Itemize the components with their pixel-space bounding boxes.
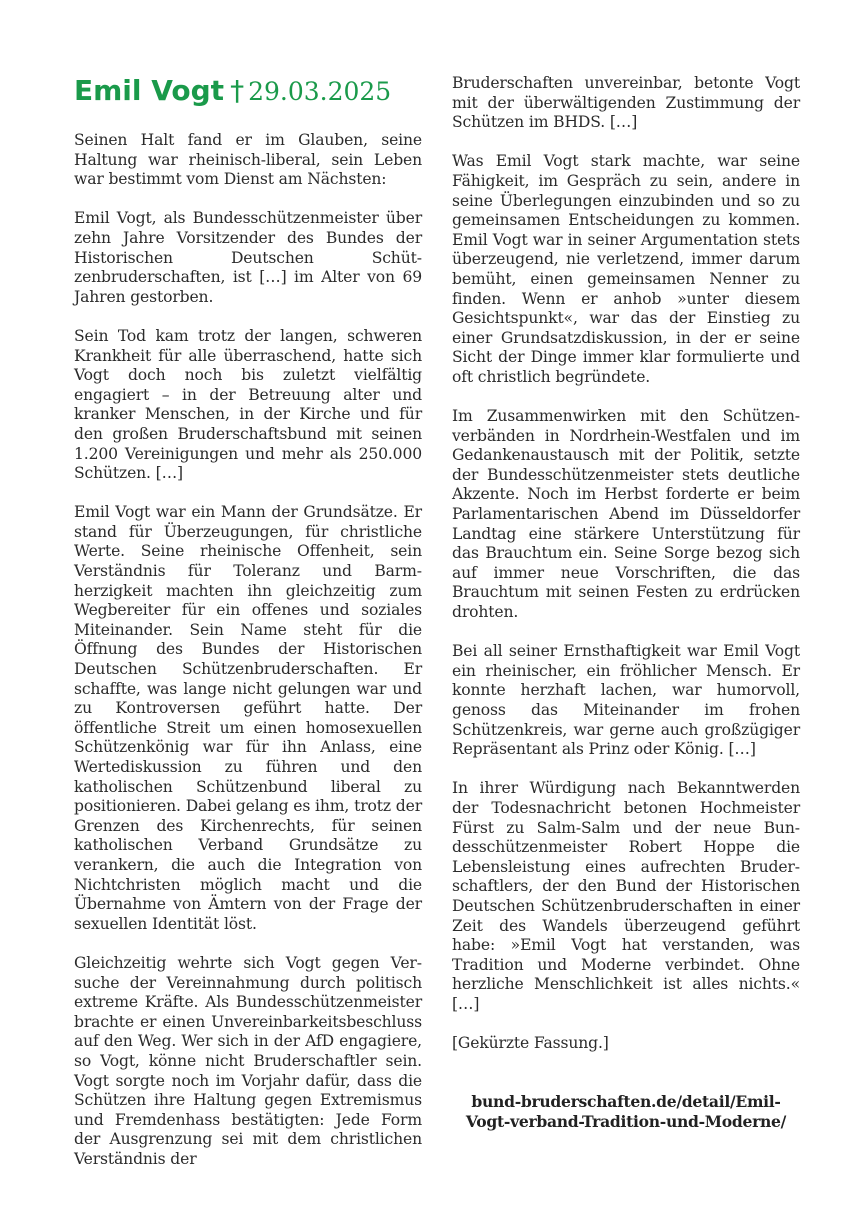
paragraph-death-notice: Emil Vogt, als Bundesschützenmeister über zehn Jahre Vorsitzender des Bundes der Historischen Deutschen Schützenbruderschaften, ist […] im Alter von 69 Jahren gestorben. (74, 209, 422, 306)
paragraph-illness: Sein Tod kam trotz der langen, schweren Krankheit für alle überraschend, hatte sich Vogt doch noch bis zuletzt vielfältig engagiert – in der Betreuung alter und kranker Menschen, in der Kirche und für den großen Bruderschaftsbund mit seinen 1.200 Vereinigungen und mehr als 250.000 Schützen. […] (74, 326, 422, 483)
source-link-line-2[interactable]: Vogt-verband-Tradition-und-Moderne/ (465, 1111, 787, 1131)
death-date: 29.03.2025 (248, 77, 392, 106)
paragraph-strength: Was Emil Vogt stark machte, war seine Fähigkeit, im Gespräch zu sein, andere in seine Überlegungen einzubinden und so zu gemeinsamen Entscheidungen zu kommen. Emil Vogt war in seiner Argumentation stets überzeugend, nie verletzend, immer darum bemüht, einen gemeinsamen Nenner zu finden. Wenn er anhob »unter diesem Gesichtspunkt«, war das der Einstieg zu einer Grundsatzdiskussion, in der er seine Sicht der Dinge immer klar formulierte und oft christlich begründete. (452, 152, 800, 386)
page-title (74, 74, 422, 109)
paragraph-extremism: Gleichzeitig wehrte sich Vogt gegen Versuche der Vereinnahmung durch politisch extreme Kräfte. Als Bundesschützenmeister brachte er einen Unvereinbarkeitsbeschluss auf den Weg. Wer sich in der AfD engagiere, so Vogt, könne nicht Bruderschaftler sein. Vogt sorgte noch im Vorjahr dafür, dass die Schützen ihre Haltung gegen Extremismus und Fremdenhass bestätigten: Jede Form der Ausgrenzung sei mit dem christlichen Verständnis der (74, 953, 422, 1168)
paragraph-humor: Bei all seiner Ernsthaftigkeit war Emil Vogt ein rheinischer, ein fröhlicher Mensch. Er konnte herzhaft lachen, war humorvoll, genoss das Miteinander im frohen Schützenkreis, war gerne auch großzügiger Repräsentant als Prinz oder König. […] (452, 642, 800, 759)
title-name: Emil Vogt (74, 74, 225, 107)
source-link[interactable] (452, 1092, 800, 1132)
cross-icon: † (230, 74, 245, 107)
source-link-line-1[interactable]: bund-bruderschaften.de/detail/Emil- (471, 1091, 781, 1111)
abridged-note: [Gekürzte Fassung.] (452, 1034, 609, 1053)
paragraph-principles: Emil Vogt war ein Mann der Grundsätze. Er stand für Überzeugungen, für christliche Werte. Seine rheinische Offenheit, sein Verständnis für Toleranz und Barmherzigkeit machten ihn gleichzeitig zum Wegbereiter für ein offenes und soziales Miteinander. Sein Name steht für die Öffnung des Bundes der Historischen Deutschen Schützenbruderschaften. Er schaffte, was lange nicht gelungen war und zu Kontroversen geführt hatte. Der öffentliche Streit um einen homosexuellen Schützenkönig war für ihn Anlass, eine Wertediskussion zu führen und den katholischen Schützenbund liberal zu positionieren. Dabei gelang es ihm, trotz der Grenzen des Kirchenrechts, für seinen katholischen Verband Grundsätze zu verankern, die auch die Integration von Nichtchristen möglich macht und die Übernahme von Ämtern von der Frage der sexuellen Identität löst. (74, 503, 422, 933)
paragraph-nrw: Im Zusammenwirken mit den Schützenverbänden in Nordrhein-Westfalen und im Gedankenaustausch mit der Politik, setzte der Bundesschützenmeister stets deutliche Akzente. Noch im Herbst forderte er beim Parlamentarischen Abend im Düsseldorfer Landtag eine stärkere Unterstützung für das Brauchtum ein. Seine Sorge bezog sich auf immer neue Vorschriften, die das Brauchtum mit seinen Festen zu erdrücken drohten. (452, 407, 800, 622)
right-column (452, 74, 800, 1132)
left-column (74, 74, 422, 1189)
paragraph-bhds: Bruderschaften unvereinbar, betonte Vogt mit der überwältigenden Zustimmung der Schützen im BHDS. […] (452, 74, 800, 132)
paragraph-intro: Seinen Halt fand er im Glauben, seine Haltung war rheinisch-liberal, sein Leben war bestimmt vom Dienst am Nächsten: (74, 131, 422, 189)
paragraph-tribute: In ihrer Würdigung nach Bekanntwerden der Todesnachricht betonen Hochmeister Fürst zu Salm-Salm und der neue Bundesschützenmeister Robert Hoppe die Lebensleistung eines aufrechten Bruderschaftlers, der den Bund der Historischen Deutschen Schützenbruderschaften in einer Zeit des Wandels überzeugend geführt habe: »Emil Vogt hat verstanden, was Tradition und Moderne verbindet. Ohne herzliche Menschlichkeit ist alles nichts.« […] (452, 779, 800, 1013)
